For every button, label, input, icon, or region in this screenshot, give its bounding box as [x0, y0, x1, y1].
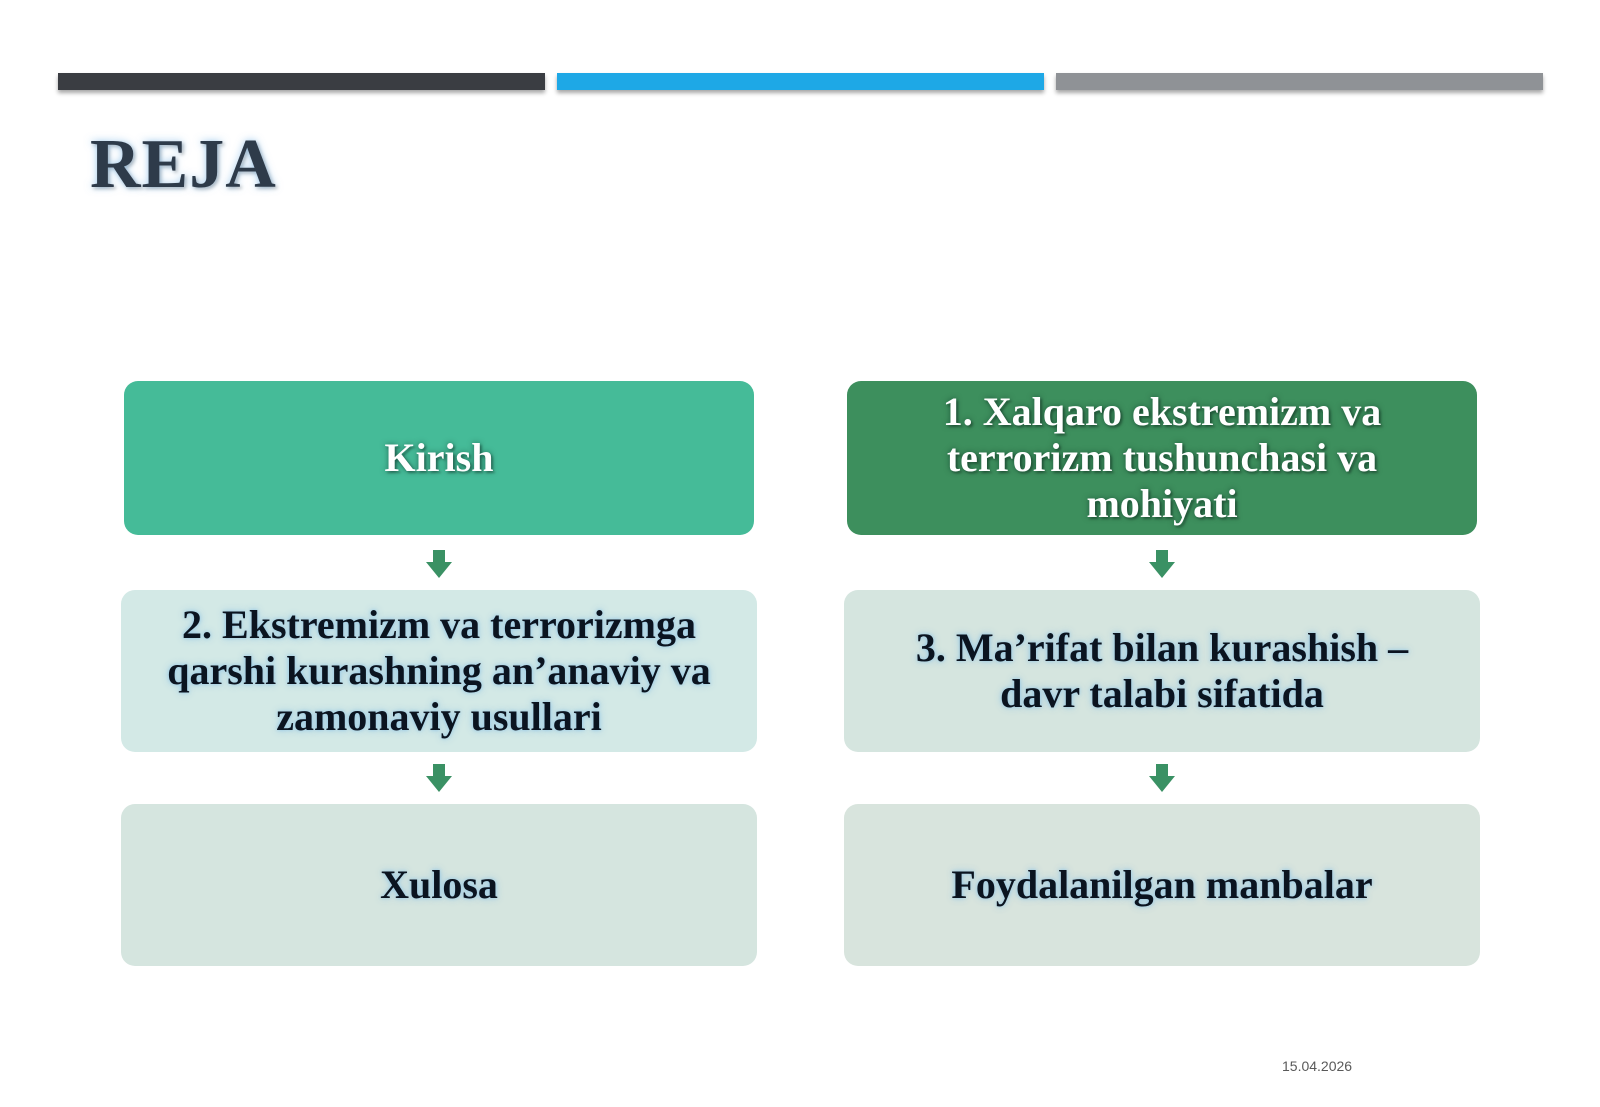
slide-title: REJA: [90, 126, 277, 203]
box-manbalar: [844, 804, 1480, 966]
box-item-3-line-2: davr talabi sifatida: [1000, 671, 1324, 716]
box-item-2-line-2: qarshi kurashning an’anaviy va: [167, 648, 711, 693]
box-item-2-line-1: 2. Ekstremizm va terrorizmga: [182, 602, 696, 647]
box-item-3: [844, 590, 1480, 752]
header-bar-dark: [58, 73, 545, 90]
box-item-2: [121, 590, 757, 752]
header-bar-blue: [557, 73, 1044, 90]
box-item-2-line-3: zamonaviy usullari: [276, 694, 602, 739]
down-arrow-icon: [1149, 764, 1175, 792]
box-xulosa: [121, 804, 757, 966]
box-manbalar-label: Foydalanilgan manbalar: [951, 862, 1373, 907]
box-item-1-line-3: mohiyati: [1086, 481, 1238, 526]
box-xulosa-label: Xulosa: [380, 862, 498, 907]
box-item-1-line-1: 1. Xalqaro ekstremizm va: [942, 389, 1382, 434]
box-item-1: [847, 381, 1477, 535]
down-arrow-icon: [426, 550, 452, 578]
slide-date: 15.04.2026: [1282, 1058, 1353, 1074]
box-item-1-line-2: terrorizm tushunchasi va: [946, 435, 1378, 480]
box-kirish: [124, 381, 754, 535]
box-kirish-label: Kirish: [384, 435, 494, 480]
header-bar-gray: [1056, 73, 1543, 90]
box-item-3-line-1: 3. Ma’rifat bilan kurashish –: [915, 625, 1409, 670]
down-arrow-icon: [1149, 550, 1175, 578]
down-arrow-icon: [426, 764, 452, 792]
